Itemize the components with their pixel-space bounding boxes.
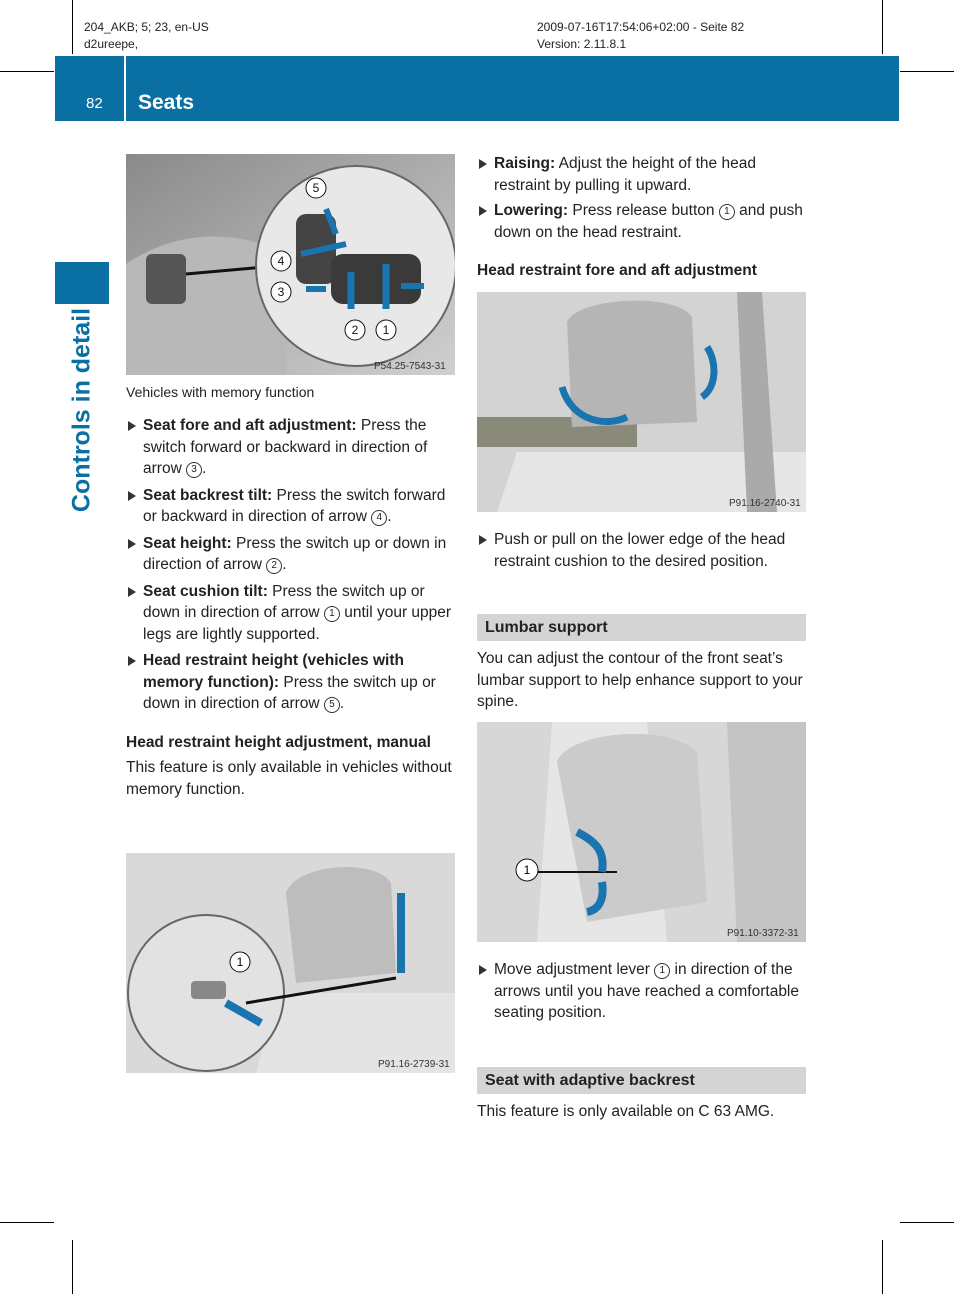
marker-2: 2 bbox=[351, 323, 359, 337]
instruction-label: Seat cushion tilt: bbox=[143, 582, 268, 600]
figure-caption: Vehicles with memory function bbox=[126, 384, 315, 400]
marker-5: 5 bbox=[312, 181, 320, 195]
instruction-item bbox=[126, 415, 457, 480]
instruction-text: Press the switch up or down in direction of arrow bbox=[143, 534, 447, 573]
crop-mark bbox=[882, 1240, 883, 1294]
adaptive-paragraph-block bbox=[477, 1101, 809, 1123]
print-meta-line: 204_AKB; 5; 23, en-US bbox=[84, 20, 209, 34]
instruction-text: Press release button bbox=[568, 202, 719, 219]
instruction-item bbox=[477, 200, 809, 243]
instruction-item bbox=[477, 959, 809, 1024]
figure-code: P91.16-2740-31 bbox=[729, 498, 801, 509]
marker-4: 4 bbox=[277, 254, 285, 268]
instruction-text: Press the switch up or down in direction of arrow bbox=[143, 582, 425, 621]
instruction-text: Press the switch up or down in direction of arrow bbox=[143, 673, 436, 712]
subheading: Head restraint fore and aft adjustment bbox=[477, 262, 757, 279]
marker-3: 3 bbox=[277, 285, 285, 299]
side-tab bbox=[55, 262, 109, 304]
header-divider bbox=[124, 56, 126, 121]
instruction-text: Press the switch forward or backward in direction of arrow bbox=[143, 486, 446, 525]
crop-mark bbox=[900, 1222, 954, 1223]
crop-mark bbox=[72, 0, 73, 54]
figure-head-restraint-manual bbox=[126, 853, 455, 1073]
section-heading-lumbar: Lumbar support bbox=[477, 614, 806, 641]
circled-number: 1 bbox=[654, 963, 670, 979]
instruction-item bbox=[126, 485, 457, 528]
crop-mark bbox=[882, 0, 883, 54]
instruction-label: Raising: bbox=[494, 155, 556, 172]
paragraph: This feature is only available in vehicles without memory function. bbox=[126, 759, 452, 798]
left-column bbox=[126, 415, 457, 800]
crop-mark bbox=[900, 71, 954, 72]
circled-number: 2 bbox=[266, 558, 282, 574]
instruction-text: Move adjustment lever bbox=[494, 961, 655, 978]
instruction-label: Seat fore and aft adjustment: bbox=[143, 417, 357, 434]
marker-1: 1 bbox=[523, 863, 531, 877]
right-column-top bbox=[477, 153, 809, 282]
circled-number: 1 bbox=[719, 204, 735, 220]
marker-1: 1 bbox=[382, 323, 390, 337]
subheading: Head restraint height adjustment, manual bbox=[126, 733, 431, 751]
side-tab-label: Controls in detail bbox=[67, 307, 96, 513]
instruction-text: . bbox=[202, 460, 207, 477]
figure-lumbar-support bbox=[477, 722, 806, 942]
circled-number: 5 bbox=[324, 697, 340, 713]
instruction-label: Lowering: bbox=[494, 202, 569, 219]
instruction-item bbox=[477, 153, 809, 196]
instruction-text: Adjust the height of the head restraint by pulling it upward. bbox=[494, 155, 756, 194]
crop-mark bbox=[0, 71, 54, 72]
lumbar-paragraph-block bbox=[477, 648, 809, 713]
figure-head-restraint-fore-aft bbox=[477, 292, 806, 512]
circled-number: 1 bbox=[324, 606, 340, 622]
marker-1: 1 bbox=[236, 955, 244, 969]
instruction-item bbox=[126, 533, 457, 576]
page-title: Seats bbox=[138, 91, 195, 114]
print-meta-line: Version: 2.11.8.1 bbox=[537, 37, 627, 51]
figure-code: P54.25-7543-31 bbox=[374, 361, 446, 372]
paragraph: You can adjust the contour of the front seat’s lumbar support to help enhance support to your spine. bbox=[477, 650, 803, 710]
instruction-item: Push or pull on the lower edge of the head restraint cushion to the desired position. bbox=[477, 529, 809, 572]
circled-number: 4 bbox=[371, 510, 387, 526]
figure-code: P91.10-3372-31 bbox=[727, 928, 799, 939]
print-meta-left bbox=[84, 19, 209, 53]
instruction-text: until your upper legs are lightly supported. bbox=[143, 604, 452, 643]
instruction-text: in direction of the arrows until you have reached a comfortable seating position. bbox=[494, 961, 799, 1021]
instruction-text: . bbox=[387, 508, 392, 525]
instruction-label: Seat height: bbox=[143, 534, 232, 552]
instruction-text: and push down on the head restraint. bbox=[494, 202, 803, 241]
figure-memory-switch bbox=[126, 154, 455, 375]
right-column-mid bbox=[477, 529, 809, 572]
page-number: 82 bbox=[86, 95, 103, 112]
crop-mark bbox=[72, 1240, 73, 1294]
print-meta-line: d2ureepe, bbox=[84, 37, 139, 51]
instruction-label: Head restraint height (vehicles with memory function): bbox=[143, 652, 404, 691]
paragraph: This feature is only available on C 63 AMG. bbox=[477, 1103, 775, 1120]
instruction-text: Press the switch forward or backward in direction of arrow bbox=[143, 417, 428, 477]
instruction-item bbox=[126, 650, 457, 715]
figure-code: P91.16-2739-31 bbox=[378, 1059, 450, 1070]
circled-number: 3 bbox=[186, 462, 202, 478]
instruction-text: . bbox=[339, 695, 345, 712]
section-heading-adaptive-backrest: Seat with adaptive backrest bbox=[477, 1067, 806, 1094]
crop-mark bbox=[0, 1222, 54, 1223]
instruction-text: . bbox=[282, 556, 287, 573]
print-meta-right bbox=[537, 19, 744, 53]
instruction-item bbox=[126, 581, 457, 646]
print-meta-line: 2009-07-16T17:54:06+02:00 - Seite 82 bbox=[537, 20, 745, 34]
lumbar-instruction-block bbox=[477, 959, 809, 1024]
instruction-label: Seat backrest tilt: bbox=[143, 486, 273, 504]
